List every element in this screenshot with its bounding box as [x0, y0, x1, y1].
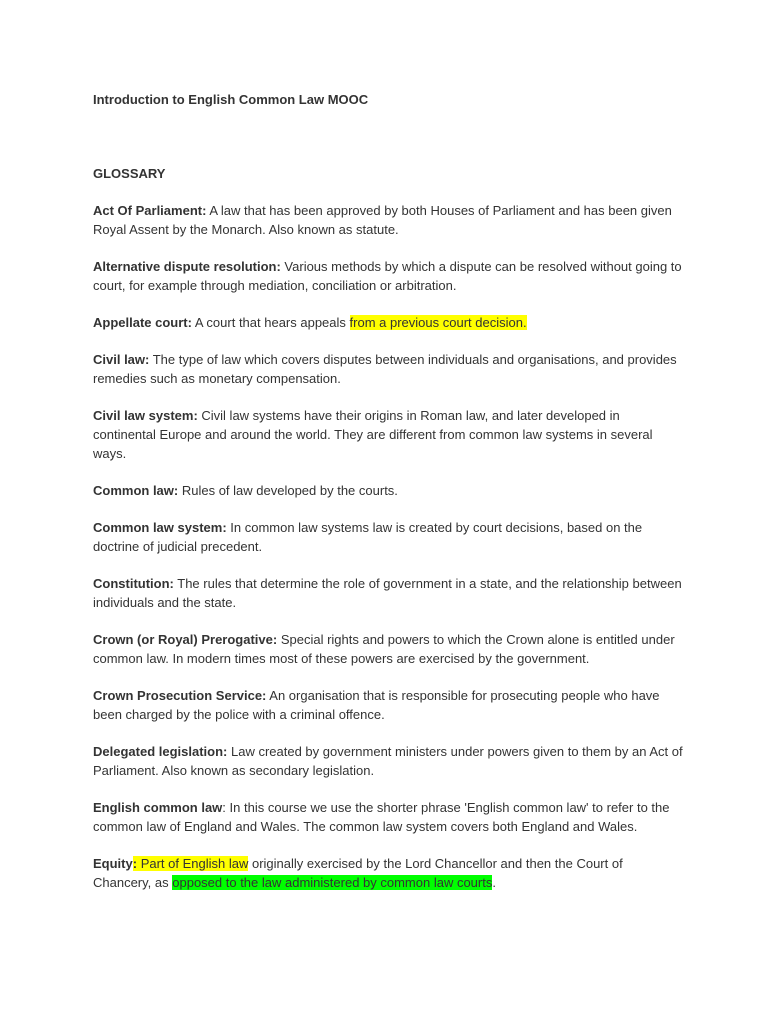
highlighted-text: from a previous court decision.	[349, 315, 527, 330]
glossary-definition: Rules of law developed by the courts.	[178, 483, 398, 498]
glossary-entry-civil-law	[93, 350, 683, 388]
glossary-entry-english-common-law	[93, 798, 683, 836]
glossary-term: Civil law system:	[93, 408, 198, 423]
glossary-heading: GLOSSARY	[93, 166, 166, 181]
glossary-term: Constitution:	[93, 576, 174, 591]
glossary-definition: Law created by government ministers under powers given to them by an Act of Parliament. Also known as secondary legislation.	[93, 744, 683, 778]
glossary-entry-civil-law-system	[93, 406, 683, 463]
glossary-term: Appellate court:	[93, 315, 192, 330]
glossary-term: Delegated legislation:	[93, 744, 228, 759]
glossary-entries	[93, 201, 683, 892]
glossary-entry-crown-prosecution-service	[93, 686, 683, 724]
glossary-definition: An organisation that is responsible for prosecuting people who have been charged by the police with a criminal offence.	[93, 688, 660, 722]
glossary-definition: originally exercised by the Lord Chancellor and then the Court of Chancery, as	[93, 856, 623, 890]
glossary-entry-common-law-system	[93, 518, 683, 556]
glossary-definition: The type of law which covers disputes between individuals and organisations, and provides remedies such as monetary compensation.	[93, 352, 677, 386]
glossary-term: Crown (or Royal) Prerogative:	[93, 632, 278, 647]
glossary-entry-common-law	[93, 481, 683, 500]
glossary-term: Act Of Parliament:	[93, 203, 207, 218]
document-page	[93, 90, 683, 910]
glossary-term: English common law	[93, 800, 223, 815]
glossary-term: Civil law:	[93, 352, 150, 367]
glossary-definition-end: .	[492, 875, 496, 890]
glossary-definition: A court that hears appeals	[191, 315, 350, 330]
glossary-entry-crown-prerogative	[93, 630, 683, 668]
glossary-term: Equity	[93, 856, 133, 871]
glossary-term: Common law system:	[93, 520, 227, 535]
glossary-entry-constitution	[93, 574, 683, 612]
highlighted-text: Part of English law	[137, 856, 249, 871]
glossary-entry-alternative-dispute-resolution	[93, 257, 683, 295]
glossary-definition: : In this course we use the shorter phrase 'English common law' to refer to the common law of England and Wales. The common law system covers both England and Wales.	[93, 800, 670, 834]
glossary-definition: The rules that determine the role of government in a state, and the relationship between individuals and the state.	[93, 576, 682, 610]
glossary-term: Common law:	[93, 483, 179, 498]
glossary-entry-act-of-parliament	[93, 201, 683, 239]
glossary-definition: In common law systems law is created by court decisions, based on the doctrine of judicial precedent.	[93, 520, 643, 554]
glossary-term: Alternative dispute resolution:	[93, 259, 281, 274]
glossary-definition: A law that has been approved by both Houses of Parliament and has been given Royal Assent by the Monarch. Also known as statute.	[93, 203, 672, 237]
glossary-definition: Special rights and powers to which the Crown alone is entitled under common law. In modern times most of these powers are exercised by the government.	[93, 632, 675, 666]
glossary-definition: Various methods by which a dispute can be resolved without going to court, for example through mediation, conciliation or arbitration.	[93, 259, 682, 293]
glossary-entry-equity	[93, 854, 683, 892]
glossary-term: Crown Prosecution Service:	[93, 688, 267, 703]
document-title: Introduction to English Common Law MOOC	[93, 92, 369, 107]
highlighted-text-green: opposed to the law administered by common law courts	[172, 875, 493, 890]
highlighted-colon: :	[132, 856, 138, 871]
glossary-entry-appellate-court	[93, 313, 683, 332]
glossary-entry-delegated-legislation	[93, 742, 683, 780]
glossary-definition: Civil law systems have their origins in Roman law, and later developed in continental Europe and around the world. They are different from common law systems in several ways.	[93, 408, 653, 461]
